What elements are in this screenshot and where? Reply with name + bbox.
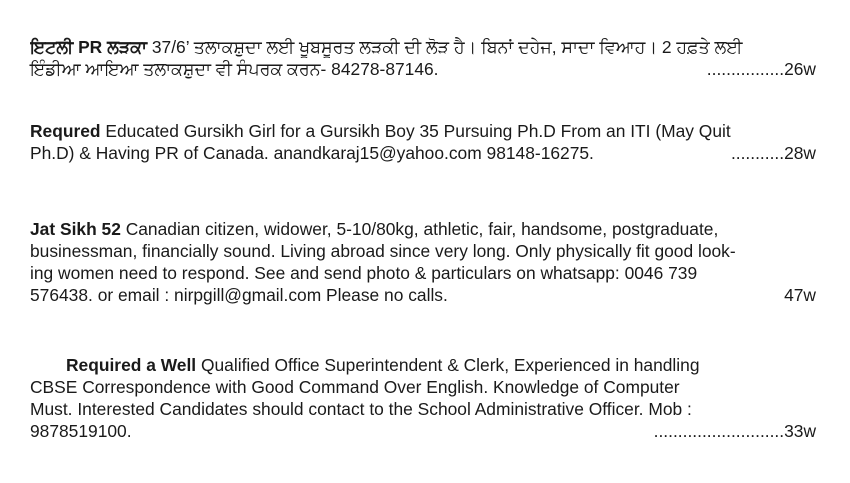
classified-ad-jat-sikh [30,218,816,306]
ad-text: Canadian citizen, widower, 5-10/80kg, athletic, fair, handsome, postgraduate, [120,219,719,239]
ad-text: 576438. or email : nirpgill@gmail.com Please no calls. [30,285,448,305]
ad-last-line [30,284,816,306]
ad-text: ਇੰਡੀਆ ਆਇਆ ਤਲਾਕਸ਼ੁਦਾ ਵੀ ਸੰਪਰਕ ਕਰਨ- 84278-87146. [30,59,439,79]
ad-text: Ph.D) & Having PR of Canada. anandkaraj15@yahoo.com 98148-16275. [30,143,594,163]
ad-last-line [30,420,816,442]
ad-word-count: 47w [784,285,816,305]
ad-word-count: ...........................33w [653,421,816,441]
classified-ad-office-superintendent [30,354,816,442]
ad-text: Qualified Office Superintendent & Clerk, Experienced in handling [196,355,700,375]
ad-line [30,218,816,240]
classified-ad-gursikh-girl [30,120,816,164]
ad-line [30,354,816,376]
ad-last-line [30,142,816,164]
ad-line [30,36,816,58]
ad-word-count: ...........28w [730,143,816,163]
ad-heading: Required a Well [66,355,197,375]
ad-text: 9878519100. [30,421,132,441]
ad-text: 37/6’ ਤਲਾਕਸ਼ੁਦਾ ਲਈ ਖੂਬਸੂਰਤ ਲੜਕੀ ਦੀ ਲੋੜ ਹੈ। ਬਿਨਾਂ ਦਹੇਜ, ਸਾਦਾ ਵਿਆਹ। 2 ਹਫ਼ਤੇ ਲਈ [147,37,743,57]
ad-word-count: ................26w [706,59,816,79]
ad-line: CBSE Correspondence with Good Command Over English. Knowledge of Computer [30,377,680,397]
ad-last-line [30,58,816,80]
ad-heading: Jat Sikh 52 [30,219,121,239]
ad-line: businessman, financially sound. Living abroad since very long. Only physically fit good look- [30,241,736,261]
ad-heading: ਇਟਲੀ PR ਲੜਕਾ [30,37,148,57]
classified-ad-italy-pr [30,36,816,80]
ad-text: Educated Gursikh Girl for a Gursikh Boy 35 Pursuing Ph.D From an ITI (May Quit [100,121,731,141]
ad-heading: Requred [30,121,101,141]
ad-line [30,120,816,142]
ad-line: ing women need to respond. See and send photo & particulars on whatsapp: 0046 739 [30,263,698,283]
ad-line: Must. Interested Candidates should contact to the School Administrative Officer. Mob : [30,399,692,419]
